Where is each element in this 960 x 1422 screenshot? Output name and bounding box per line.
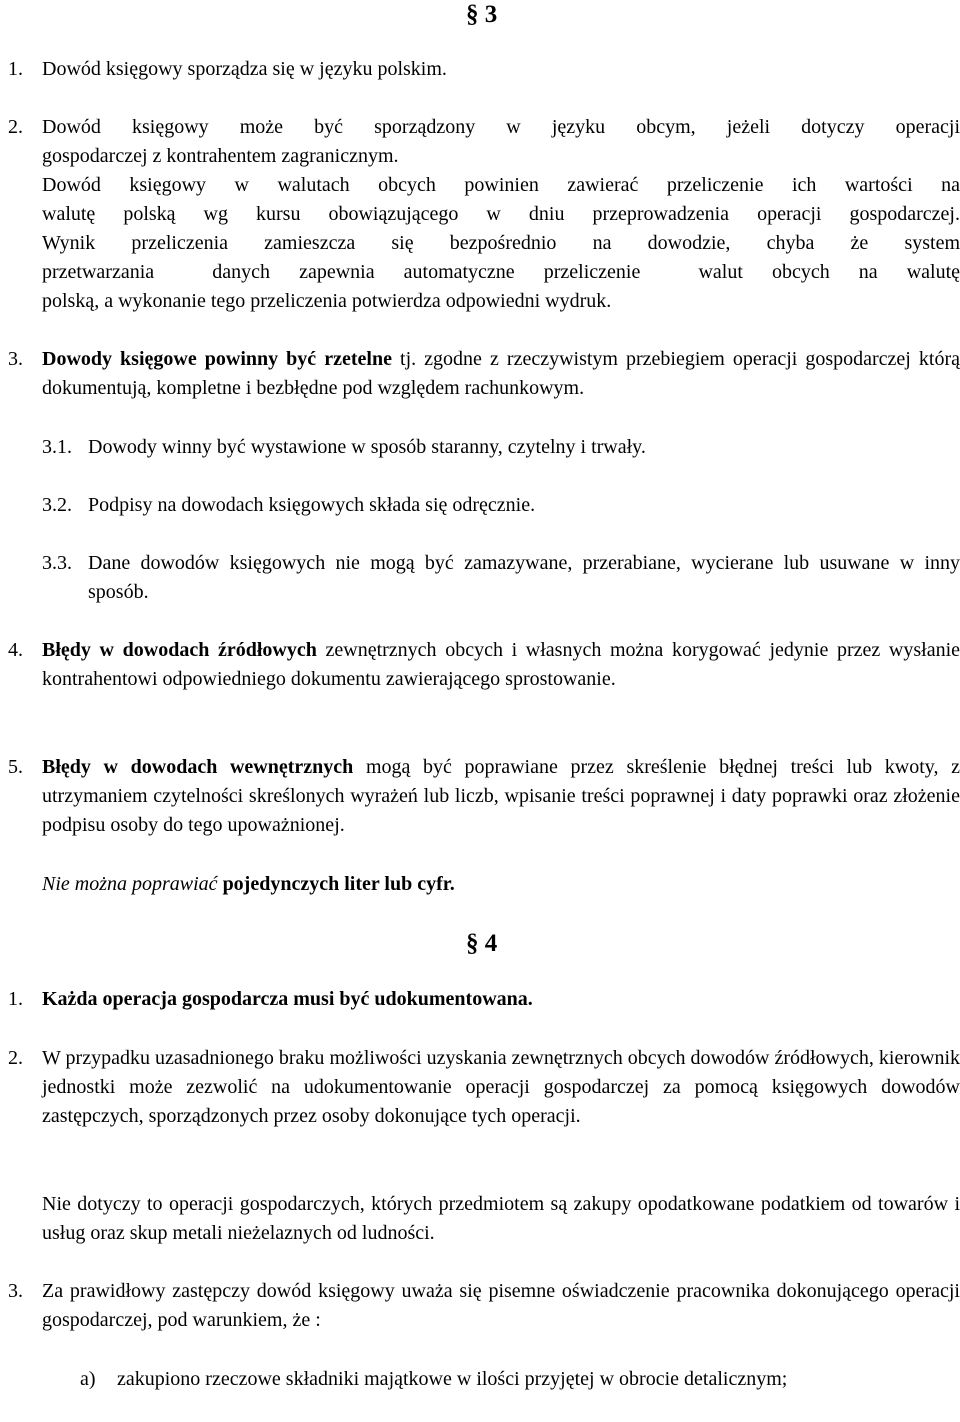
- paragraph-text: Dane dowodów księgowych nie mogą być zamazywane, przerabiane, wycierane lub usuwane w inny sposób.: [88, 552, 960, 603]
- text-line: przetwarzania danych zapewnia automatyczne przeliczenie walut obcych na walutę: [42, 261, 960, 283]
- text-line: Wynik przeliczenia zamieszcza się bezpośrednio na dowodzie, chyba że system: [42, 232, 960, 254]
- paragraph-4-1: [0, 985, 960, 1014]
- text-line: Dowód księgowy może być sporządzony w języku obcym, jeżeli dotyczy operacji: [42, 116, 960, 138]
- correction-note: [42, 870, 960, 899]
- list-item-a: [0, 1365, 960, 1394]
- paragraph-number: 3.2.: [42, 494, 72, 516]
- bold-phrase: Dowody księgowe powinny być rzetelne: [42, 348, 392, 370]
- paragraph-number: 2.: [8, 116, 23, 138]
- text-run: mogą być poprawiane przez skreślenie błędnej treści lub kwoty, z utrzymaniem czytelności skreślonych wyrażeń lub liczb, wpisanie treści poprawnej i daty poprawki oraz złożenie podpisu osoby do tego upoważnionej.: [42, 756, 960, 836]
- paragraph-4-3: [0, 1277, 960, 1335]
- paragraph-number: 3.: [8, 1280, 23, 1302]
- section-sign-3: § 3: [466, 1, 498, 28]
- paragraph-3-3: [0, 345, 960, 403]
- paragraph-3-3-1: [0, 433, 960, 462]
- paragraph-text: Za prawidłowy zastępczy dowód księgowy uważa się pisemne oświadczenie pracownika dokonującego operacji gospodarczej, pod warunkiem, że :: [42, 1280, 960, 1331]
- paragraph-number: 1.: [8, 988, 23, 1010]
- paragraph-number: 4.: [8, 639, 23, 661]
- paragraph-3-3-3: [0, 549, 960, 607]
- italic-phrase: Nie można poprawiać: [42, 873, 218, 895]
- list-item-text: zakupiono rzeczowe składniki majątkowe w ilości przyjętej w obrocie detalicznym;: [117, 1368, 788, 1390]
- text-run: zewnętrznych obcych i własnych można korygować jedynie przez wysłanie kontrahentowi odpowiedniego dokumentu zawierającego sprostowanie.: [42, 639, 960, 690]
- paragraph-number: 5.: [8, 756, 23, 778]
- paragraph-number: 3.1.: [42, 436, 72, 458]
- paragraph-4-2-exception: Nie dotyczy to operacji gospodarczych, których przedmiotem są zakupy opodatkowane podatkiem od towarów i usług oraz skup metali nieżelaznych od ludności.: [42, 1193, 960, 1244]
- paragraph-number: 2.: [8, 1047, 23, 1069]
- paragraph-3-4: [0, 636, 960, 694]
- paragraph-3-2: [0, 113, 960, 316]
- bold-phrase: Błędy w dowodach wewnętrznych: [42, 756, 354, 778]
- paragraph-3-3-2: [0, 491, 960, 520]
- text-run: tj. zgodne z rzeczywistym przebiegiem operacji gospodarczej którą dokumentują, kompletne i bezbłędne pod względem rachunkowym.: [42, 348, 960, 399]
- paragraph-text: Podpisy na dowodach księgowych składa się odręcznie.: [88, 494, 536, 516]
- paragraph-number: 1.: [8, 58, 23, 80]
- paragraph-text: Dowód księgowy sporządza się w języku polskim.: [42, 58, 447, 80]
- list-marker: a): [80, 1368, 96, 1390]
- paragraph-text: [42, 636, 960, 694]
- bold-phrase: Błędy w dowodach źródłowych: [42, 639, 317, 661]
- paragraph-text: W przypadku uzasadnionego braku możliwości uzyskania zewnętrznych obcych dowodów źródłowych, kierownik jednostki może zezwolić na udokumentowanie operacji gospodarczej za pomocą księgowych dowodów zastępczych, sporządzonych przez osoby dokonujące tych operacji.: [42, 1047, 960, 1127]
- bold-phrase: pojedynczych liter lub cyfr.: [217, 873, 455, 895]
- paragraph-text: [42, 113, 960, 316]
- paragraph-text: Dowody winny być wystawione w sposób staranny, czytelny i trwały.: [88, 436, 646, 458]
- text-line: polską, a wykonanie tego przeliczenia potwierdza odpowiedni wydruk.: [42, 290, 612, 312]
- paragraph-text: [42, 345, 960, 403]
- paragraph-3-1: [0, 55, 960, 84]
- bold-phrase: Każda operacja gospodarcza musi być udokumentowana.: [42, 988, 533, 1010]
- section-sign-4: § 4: [466, 930, 498, 957]
- text-line: gospodarczej z kontrahentem zagranicznym.: [42, 145, 399, 167]
- text-line: walutę polską wg kursu obowiązującego w dniu przeprowadzenia operacji gospodarczej.: [42, 203, 960, 225]
- text-line: Dowód księgowy w walutach obcych powinien zawierać przeliczenie ich wartości na: [42, 174, 960, 196]
- paragraph-3-5: [0, 753, 960, 840]
- paragraph-text: [42, 985, 960, 1014]
- paragraph-number: 3.: [8, 348, 23, 370]
- paragraph-4-2: [0, 1044, 960, 1131]
- paragraph-text: [42, 753, 960, 840]
- paragraph-number: 3.3.: [42, 552, 72, 574]
